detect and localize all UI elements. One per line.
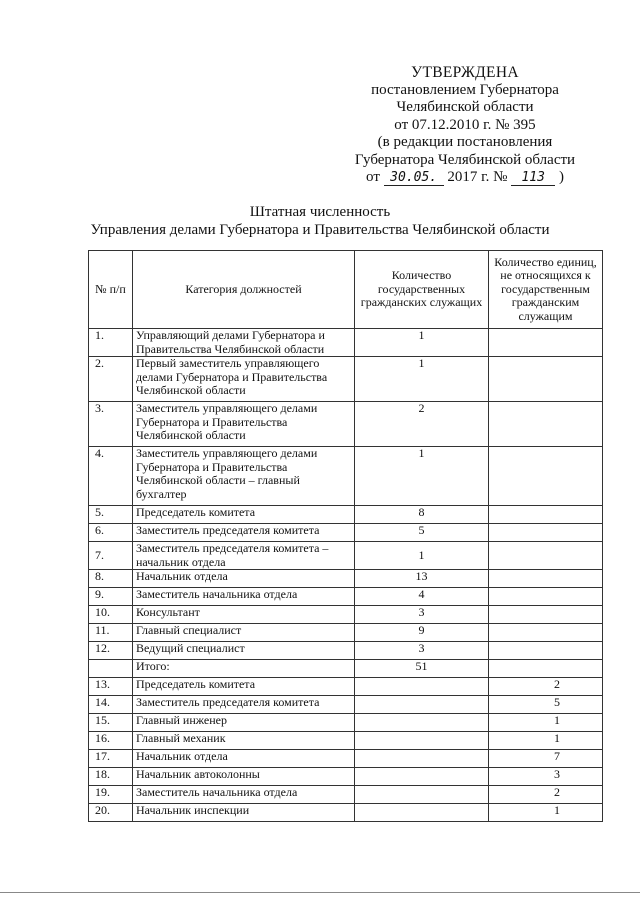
table-row	[89, 642, 603, 660]
row-civil-count	[355, 750, 489, 768]
row-other-count	[489, 606, 603, 624]
row-category: Итого:	[133, 660, 355, 678]
table-row	[89, 606, 603, 624]
row-other-count	[489, 642, 603, 660]
row-other-count: 1	[489, 732, 603, 750]
approval-line-5: Губернатора Челябинской области	[354, 151, 576, 168]
row-number: 2.	[89, 357, 133, 402]
row-category: Председатель комитета	[133, 506, 355, 524]
row-civil-count: 1	[355, 329, 489, 357]
row-category: Заместитель председателя комитета – начальник отдела	[133, 542, 355, 570]
row-civil-count: 8	[355, 506, 489, 524]
row-civil-count: 3	[355, 606, 489, 624]
row-number: 5.	[89, 506, 133, 524]
row-civil-count	[355, 768, 489, 786]
row-category: Заместитель управляющего делами Губернатора и Правительства Челябинской области	[133, 402, 355, 447]
row-category: Ведущий специалист	[133, 642, 355, 660]
row-category: Начальник отдела	[133, 570, 355, 588]
row-number: 3.	[89, 402, 133, 447]
approval-line-6	[340, 169, 590, 187]
row-category: Главный механик	[133, 732, 355, 750]
header-num: № п/п	[89, 251, 133, 329]
row-number: 10.	[89, 606, 133, 624]
approval-year: 2017 г. №	[447, 169, 508, 185]
header-other-units: Количество единиц, не относящихся к государственным гражданским служащим	[489, 251, 603, 329]
header-civil-servants: Количество государственных гражданских служащих	[355, 251, 489, 329]
row-category: Заместитель начальника отдела	[133, 786, 355, 804]
table-row	[89, 588, 603, 606]
row-number: 4.	[89, 447, 133, 506]
row-other-count: 7	[489, 750, 603, 768]
approval-stamp: УТВЕРЖДЕНА	[411, 64, 519, 81]
row-other-count	[489, 447, 603, 506]
row-number: 15.	[89, 714, 133, 732]
table-row	[89, 524, 603, 542]
row-other-count: 2	[489, 786, 603, 804]
approval-prefix: от	[366, 169, 380, 185]
table-row	[89, 447, 603, 506]
row-other-count	[489, 542, 603, 570]
table-row	[89, 804, 603, 822]
row-civil-count: 9	[355, 624, 489, 642]
table-row	[89, 732, 603, 750]
row-category: Консультант	[133, 606, 355, 624]
row-category: Начальник отдела	[133, 750, 355, 768]
document-subtitle: Управления делами Губернатора и Правительства Челябинской области	[90, 222, 550, 238]
approval-line-3: от 07.12.2010 г. № 395	[394, 116, 536, 133]
row-civil-count	[355, 804, 489, 822]
row-civil-count: 51	[355, 660, 489, 678]
handwritten-date: 30.05.	[384, 171, 444, 186]
approval-line-4: (в редакции постановления	[377, 134, 553, 150]
row-number: 18.	[89, 768, 133, 786]
row-number: 13.	[89, 678, 133, 696]
table-header-row	[89, 251, 603, 329]
row-other-count: 3	[489, 768, 603, 786]
row-category: Управляющий делами Губернатора и Правительства Челябинской области	[133, 329, 355, 357]
row-category: Начальник автоколонны	[133, 768, 355, 786]
row-civil-count: 1	[355, 542, 489, 570]
row-civil-count: 3	[355, 642, 489, 660]
table-row	[89, 696, 603, 714]
row-number: 6.	[89, 524, 133, 542]
row-category: Начальник инспекции	[133, 804, 355, 822]
header-category: Категория должностей	[133, 251, 355, 329]
table-row	[89, 402, 603, 447]
row-category: Заместитель начальника отдела	[133, 588, 355, 606]
row-civil-count: 2	[355, 402, 489, 447]
row-other-count	[489, 329, 603, 357]
table-row	[89, 768, 603, 786]
approval-close: )	[558, 169, 564, 185]
table-row	[89, 329, 603, 357]
row-category: Первый заместитель управляющего делами Губернатора и Правительства Челябинской области	[133, 357, 355, 402]
row-other-count	[489, 660, 603, 678]
table-row	[89, 678, 603, 696]
table-row	[89, 542, 603, 570]
row-other-count: 1	[489, 714, 603, 732]
row-civil-count: 1	[355, 357, 489, 402]
row-category: Председатель комитета	[133, 678, 355, 696]
row-category: Главный инженер	[133, 714, 355, 732]
row-number: 17.	[89, 750, 133, 768]
row-category: Заместитель председателя комитета	[133, 696, 355, 714]
row-number: 16.	[89, 732, 133, 750]
row-civil-count: 1	[355, 447, 489, 506]
table-row	[89, 357, 603, 402]
row-civil-count	[355, 786, 489, 804]
row-number: 1.	[89, 329, 133, 357]
row-number: 9.	[89, 588, 133, 606]
row-civil-count: 4	[355, 588, 489, 606]
staffing-table	[88, 250, 603, 822]
document-title: Штатная численность	[249, 204, 391, 220]
row-category: Заместитель председателя комитета	[133, 524, 355, 542]
row-number: 7.	[89, 542, 133, 570]
table-row	[89, 506, 603, 524]
page-bottom-rule	[0, 892, 640, 893]
row-number: 11.	[89, 624, 133, 642]
table-row	[89, 786, 603, 804]
row-other-count	[489, 570, 603, 588]
table-row	[89, 570, 603, 588]
row-civil-count	[355, 696, 489, 714]
row-civil-count	[355, 678, 489, 696]
handwritten-number: 113	[511, 171, 555, 186]
row-civil-count: 5	[355, 524, 489, 542]
row-category: Заместитель управляющего делами Губернатора и Правительства Челябинской области – главный бухгалтер	[133, 447, 355, 506]
row-other-count	[489, 624, 603, 642]
row-number	[89, 660, 133, 678]
row-other-count: 2	[489, 678, 603, 696]
row-category: Главный специалист	[133, 624, 355, 642]
row-civil-count	[355, 714, 489, 732]
row-other-count	[489, 506, 603, 524]
table-body	[89, 329, 603, 822]
table-row	[89, 714, 603, 732]
row-other-count	[489, 588, 603, 606]
row-number: 12.	[89, 642, 133, 660]
row-other-count: 5	[489, 696, 603, 714]
row-number: 8.	[89, 570, 133, 588]
approval-line-2: Челябинской области	[396, 99, 534, 115]
row-other-count	[489, 357, 603, 402]
table-row	[89, 624, 603, 642]
row-number: 14.	[89, 696, 133, 714]
row-civil-count	[355, 732, 489, 750]
row-number: 20.	[89, 804, 133, 822]
row-civil-count: 13	[355, 570, 489, 588]
row-number: 19.	[89, 786, 133, 804]
row-other-count	[489, 524, 603, 542]
approval-line-1: постановлением Губернатора	[371, 81, 559, 98]
approval-block	[340, 64, 590, 187]
table-row	[89, 660, 603, 678]
row-other-count: 1	[489, 804, 603, 822]
table-row	[89, 750, 603, 768]
row-other-count	[489, 402, 603, 447]
